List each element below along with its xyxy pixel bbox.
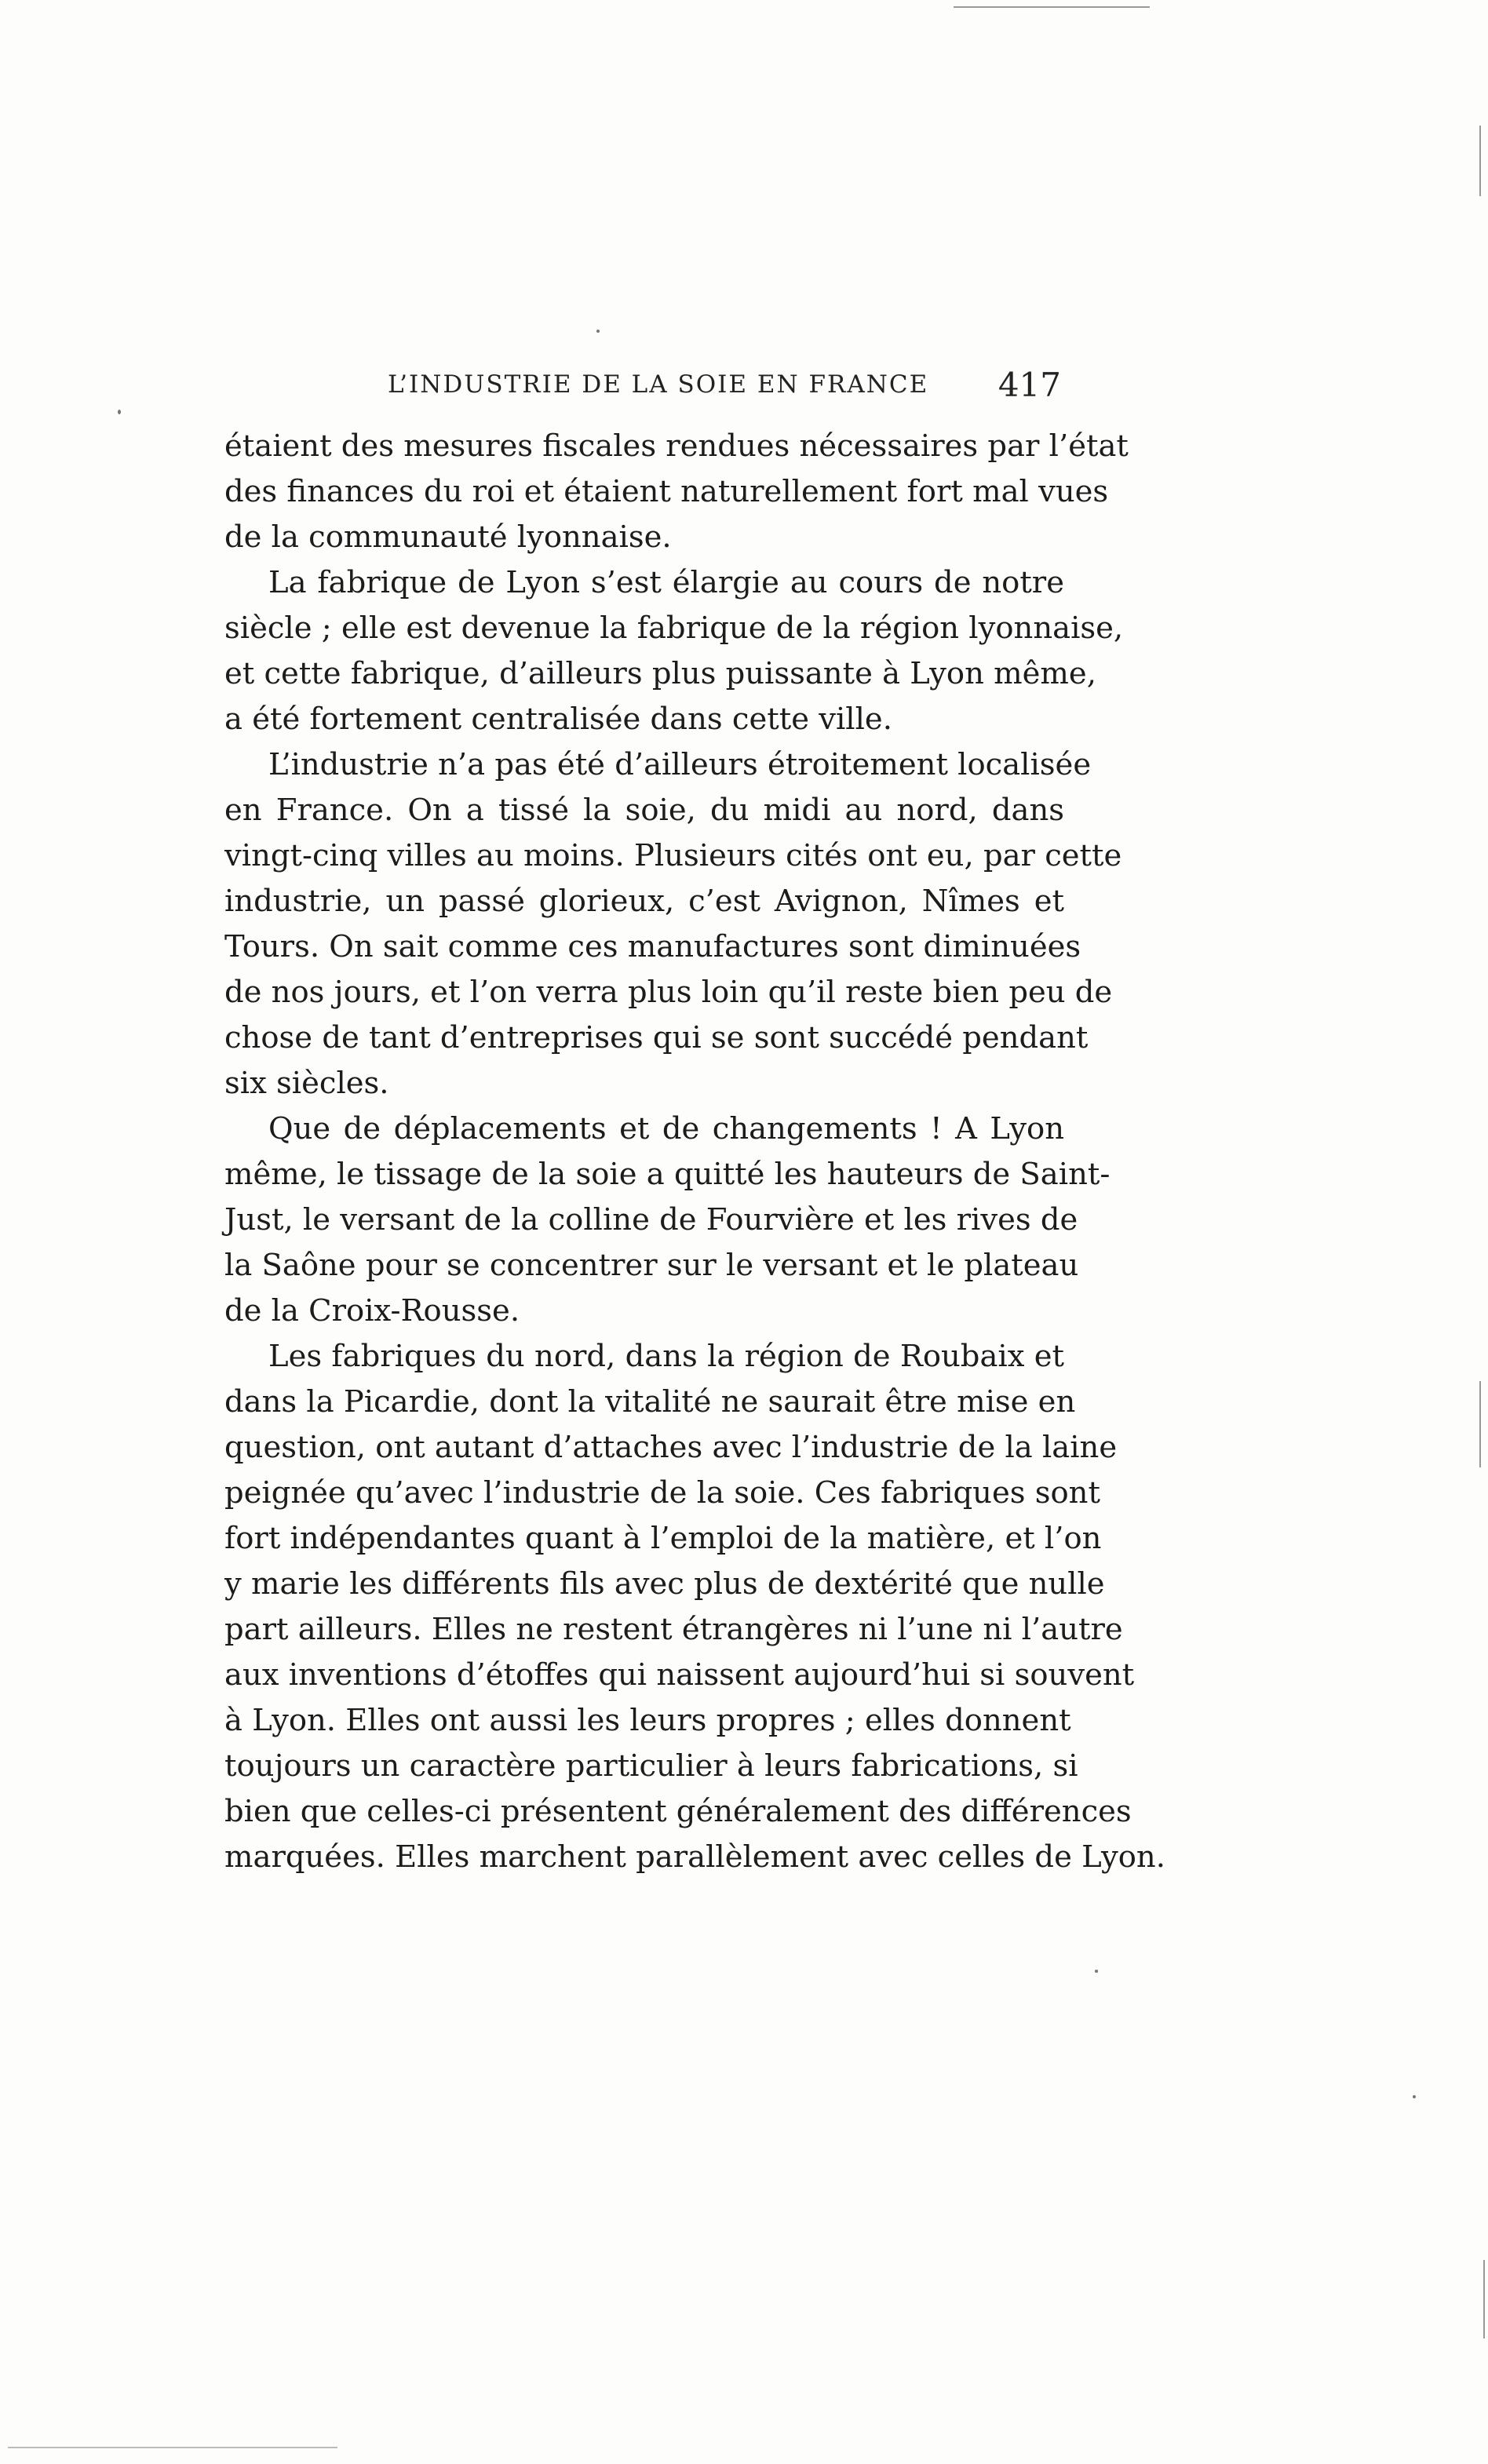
text-line: chose de tant d’entreprises qui se sont succédé pendant bbox=[224, 1020, 1089, 1055]
text-line: marquées. Elles marchent parallèlement avec celles de Lyon. bbox=[224, 1839, 1165, 1875]
text-line: de la communauté lyonnaise. bbox=[224, 519, 672, 555]
running-header bbox=[224, 363, 1072, 410]
text-line: toujours un caractère particulier à leurs fabrications, si bbox=[224, 1748, 1078, 1784]
paragraph-first-line: Les fabriques du nord, dans la région de Roubaix et bbox=[268, 1339, 1064, 1374]
text-line: Just, le versant de la colline de Fourvière et les rives de bbox=[224, 1202, 1078, 1237]
scan-edge-mark bbox=[1479, 1381, 1481, 1467]
scan-speck bbox=[118, 410, 121, 414]
text-line: vingt-cinq villes au moins. Plusieurs cités ont eu, par cette bbox=[224, 838, 1122, 873]
text-line: industrie, un passé glorieux, c’est Avignon, Nîmes et bbox=[224, 884, 1064, 919]
scan-speck bbox=[1413, 2095, 1416, 2098]
text-line: Tours. On sait comme ces manufactures sont diminuées bbox=[224, 929, 1081, 964]
paragraph-first-line: L’industrie n’a pas été d’ailleurs étroitement localisée bbox=[268, 747, 1092, 782]
scan-speck bbox=[596, 330, 600, 333]
text-line: même, le tissage de la soie a quitté les hauteurs de Saint- bbox=[224, 1157, 1111, 1192]
running-title: L’INDUSTRIE DE LA SOIE EN FRANCE bbox=[388, 370, 929, 399]
text-line: étaient des mesures fiscales rendues nécessaires par l’état bbox=[224, 428, 1129, 464]
page-number: 417 bbox=[997, 366, 1061, 404]
text-line: des finances du roi et étaient naturellement fort mal vues bbox=[224, 474, 1109, 509]
text-line: de la Croix-Rousse. bbox=[224, 1293, 520, 1329]
scan-edge-mark bbox=[1483, 2260, 1485, 2338]
text-line: bien que celles-ci présentent généralement des différences bbox=[224, 1794, 1132, 1829]
paragraph-first-line: La fabrique de Lyon s’est élargie au cours de notre bbox=[268, 565, 1064, 600]
text-line: six siècles. bbox=[224, 1066, 389, 1101]
body-text bbox=[224, 424, 1165, 1880]
text-line: la Saône pour se concentrer sur le versant et le plateau bbox=[224, 1248, 1079, 1283]
text-line: part ailleurs. Elles ne restent étrangères ni l’une ni l’autre bbox=[224, 1612, 1123, 1647]
text-line: y marie les différents fils avec plus de dextérité que nulle bbox=[224, 1566, 1105, 1602]
paragraph-first-line: Que de déplacements et de changements ! A Lyon bbox=[268, 1111, 1064, 1146]
text-line: en France. On a tissé la soie, du midi au nord, dans bbox=[224, 793, 1064, 828]
scan-edge-mark bbox=[1479, 126, 1481, 196]
text-line: dans la Picardie, dont la vitalité ne saurait être mise en bbox=[224, 1384, 1076, 1420]
text-line: siècle ; elle est devenue la fabrique de la région lyonnaise, bbox=[224, 611, 1124, 646]
text-line: question, ont autant d’attaches avec l’industrie de la laine bbox=[224, 1430, 1118, 1465]
text-line: fort indépendantes quant à l’emploi de la matière, et l’on bbox=[224, 1521, 1102, 1556]
scan-speck bbox=[1095, 1970, 1098, 1973]
scan-edge-mark bbox=[954, 6, 1150, 8]
text-line: peignée qu’avec l’industrie de la soie. Ces fabriques sont bbox=[224, 1475, 1100, 1511]
text-line: aux inventions d’étoffes qui naissent aujourd’hui si souvent bbox=[224, 1657, 1135, 1693]
text-line: a été fortement centralisée dans cette ville. bbox=[224, 702, 892, 737]
text-line: de nos jours, et l’on verra plus loin qu’il reste bien peu de bbox=[224, 975, 1113, 1010]
scan-edge-mark bbox=[8, 2447, 337, 2448]
text-line: à Lyon. Elles ont aussi les leurs propres ; elles donnent bbox=[224, 1703, 1071, 1738]
text-line: et cette fabrique, d’ailleurs plus puissante à Lyon même, bbox=[224, 656, 1096, 691]
